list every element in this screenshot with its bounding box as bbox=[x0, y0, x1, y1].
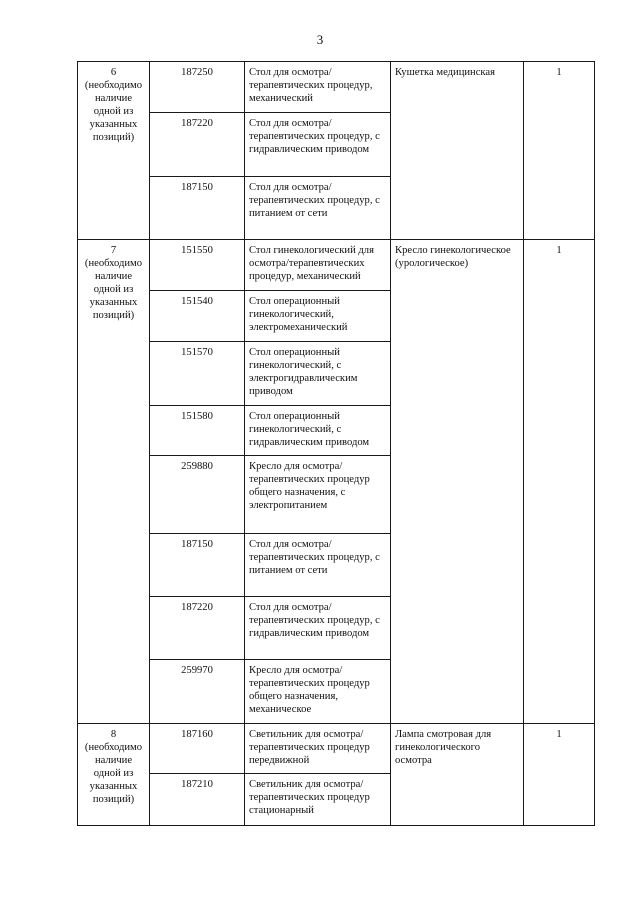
group-number: 8 bbox=[110, 729, 117, 740]
quantity-cell: 1 bbox=[524, 62, 595, 240]
code-cell: 259970 bbox=[150, 660, 245, 724]
name-cell: Кресло для осмотра/терапевтических процедур общего назначения, с электропитанием bbox=[245, 456, 391, 534]
code-cell: 187150 bbox=[150, 534, 245, 597]
code-cell: 187220 bbox=[150, 597, 245, 660]
code-cell: 187150 bbox=[150, 177, 245, 240]
equipment-table bbox=[77, 61, 595, 826]
group-number-cell bbox=[78, 240, 150, 724]
name-cell: Стол для осмотра/терапевтических процедур, с питанием от сети bbox=[245, 534, 391, 597]
group-number: 7 bbox=[110, 245, 117, 256]
name-cell: Светильник для осмотра/терапевтических процедур передвижной bbox=[245, 724, 391, 774]
code-cell: 151580 bbox=[150, 406, 245, 456]
name-cell: Стол операционный гинекологический, с гидравлическим приводом bbox=[245, 406, 391, 456]
group-number-cell bbox=[78, 62, 150, 240]
name-cell: Кресло для осмотра/терапевтических процедур общего назначения, механическое bbox=[245, 660, 391, 724]
code-cell: 187160 bbox=[150, 724, 245, 774]
group-number-cell bbox=[78, 724, 150, 826]
group-number: 6 bbox=[110, 67, 117, 78]
code-cell: 259880 bbox=[150, 456, 245, 534]
table-row bbox=[78, 240, 595, 291]
code-cell: 187210 bbox=[150, 774, 245, 826]
table-row bbox=[78, 724, 595, 774]
group-note: (необходимо наличие одной из указанных позиций) bbox=[84, 742, 143, 805]
name-cell: Стол для осмотра/терапевтических процедур, с питанием от сети bbox=[245, 177, 391, 240]
name-cell: Стол операционный гинекологический, электромеханический bbox=[245, 291, 391, 342]
code-cell: 187220 bbox=[150, 113, 245, 177]
name-cell: Светильник для осмотра/терапевтических процедур стационарный bbox=[245, 774, 391, 826]
code-cell: 151570 bbox=[150, 342, 245, 406]
group-note: (необходимо наличие одной из указанных позиций) bbox=[84, 80, 143, 143]
quantity-cell: 1 bbox=[524, 240, 595, 724]
item-cell: Кресло гинекологическое (урологическое) bbox=[391, 240, 524, 724]
table-row bbox=[78, 62, 595, 113]
quantity-cell: 1 bbox=[524, 724, 595, 826]
group-note: (необходимо наличие одной из указанных позиций) bbox=[84, 258, 143, 321]
code-cell: 151540 bbox=[150, 291, 245, 342]
item-cell: Лампа смотровая для гинекологического осмотра bbox=[391, 724, 524, 826]
name-cell: Стол для осмотра/терапевтических процедур, с гидравлическим приводом bbox=[245, 597, 391, 660]
name-cell: Стол для осмотра/терапевтических процедур, механический bbox=[245, 62, 391, 113]
name-cell: Стол для осмотра/терапевтических процедур, с гидравлическим приводом bbox=[245, 113, 391, 177]
name-cell: Стол операционный гинекологический, с электрогидравлическим приводом bbox=[245, 342, 391, 406]
item-cell: Кушетка медицинская bbox=[391, 62, 524, 240]
page-number: 3 bbox=[316, 32, 324, 47]
code-cell: 151550 bbox=[150, 240, 245, 291]
name-cell: Стол гинекологический для осмотра/терапевтических процедур, механический bbox=[245, 240, 391, 291]
code-cell: 187250 bbox=[150, 62, 245, 113]
